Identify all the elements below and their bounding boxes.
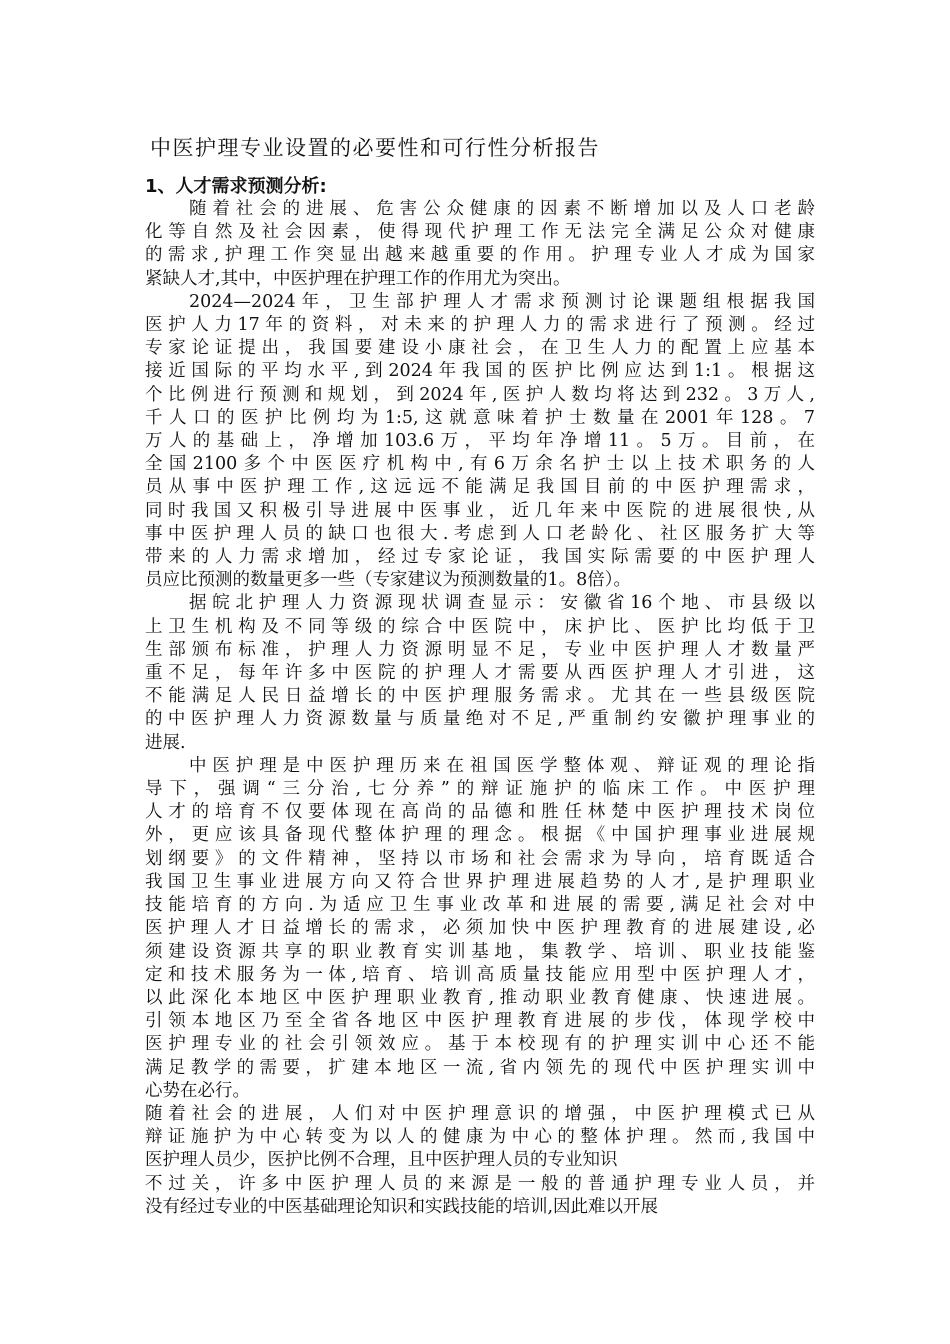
text-line: 员从事中医护理工作,这远远不能满足我国目前的中医护理需求， [145,477,815,498]
paragraph [145,198,815,291]
text-line: 进展. [145,732,186,753]
text-line: 满足教学的需要，扩建本地区一流,省内领先的现代中医护理实训中 [145,1057,815,1078]
text-line: 个比例进行预测和规划，到2024年,医护人数均将达到232。3万人, [145,384,815,405]
text-line: 以此深化本地区中医护理职业教育,推动职业教育健康、快速进展。 [145,987,815,1008]
text-line: 2024—2024年，卫生部护理人才需求预测讨论课题组根据我国 [189,291,815,312]
paragraph [145,1103,815,1219]
text-line: 的需求,护理工作突显出越来越重要的作用。护理专业人才成为国家 [145,245,815,266]
text-line: 医护人力17年的资料，对未来的护理人力的需求进行了预测。经过 [145,315,815,336]
paragraph [145,291,815,593]
text-line: 带来的人力需求增加，经过专家论证，我国实际需要的中医护理人 [145,547,815,568]
text-line: 定和技术服务为一体,培育、培训高质量技能应用型中医护理人才， [145,964,815,985]
text-line: 生部颁布标准，护理人力资源明显不足，专业中医护理人才数量严 [145,639,815,660]
text-line: 外，更应该具备现代整体护理的理念。根据《中国护理事业进展规 [145,825,815,846]
text-line: 上卫生机构及不同等级的综合中医院中，床护比、医护比均低于卫 [145,616,815,637]
text-line: 专家论证提出，我国要建设小康社会，在卫生人力的配置上应基本 [145,338,815,359]
text-line: 我国卫生事业进展方向又符合世界护理进展趋势的人才,是护理职业 [145,871,815,892]
text-line: 的中医护理人力资源数量与质量绝对不足,严重制约安徽护理事业的 [145,709,815,730]
text-line: 没有经过专业的中医基础理论知识和实践技能的培训,因此难以开展 [145,1196,659,1217]
text-line: 医护理人才日益增长的需求，必须加快中医护理教育的进展建设,必 [145,918,815,939]
text-line: 不过关，许多中医护理人员的来源是一般的普通护理专业人员，并 [145,1173,815,1194]
text-line: 辩证施护为中心转变为以人的健康为中心的整体护理。然而,我国中 [145,1127,815,1148]
document-title: 中医护理专业设置的必要性和可行性分析报告 [150,136,600,160]
section-heading: 1、人才需求预测分析: [145,176,327,197]
text-line: 化等自然及社会因素，使得现代护理工作无法完全满足公众对健康 [145,222,815,243]
text-line: 引领本地区乃至全省各地区中医护理教育进展的步伐，体现学校中 [145,1011,815,1032]
text-line: 事中医护理人员的缺口也很大.考虑到人口老龄化、社区服务扩大等 [145,523,815,544]
text-line: 不能满足人民日益增长的中医护理服务需求。尤其在一些县级医院 [145,686,815,707]
text-line: 重不足，每年许多中医院的护理人才需要从西医护理人才引进，这 [145,663,815,684]
text-line: 全国2100多个中医医疗机构中,有6万余名护士以上技术职务的人 [145,454,815,475]
text-line: 随着社会的进展、危害公众健康的因素不断增加以及人口老龄 [189,199,815,219]
text-line: 技能培育的方向.为适应卫生事业改革和进展的需要,满足社会对中 [145,895,815,916]
text-line: 同时我国又积极引导进展中医事业，近几年来中医院的进展很快,从 [145,500,815,521]
document-body [145,198,815,1219]
text-line: 医护理专业的社会引领效应。基于本校现有的护理实训中心还不能 [145,1034,815,1055]
text-line: 据皖北护理人力资源现状调查显示：安徽省16个地、市县级以 [189,593,815,614]
text-line: 随着社会的进展，人们对中医护理意识的增强，中医护理模式已从 [145,1103,815,1124]
text-line: 人才的培育不仅要体现在高尚的品德和胜任林楚中医护理技术岗位 [145,802,815,823]
text-line: 导下，强调“三分治,七分养”的辩证施护的临床工作。中医护理 [145,779,815,800]
paragraph [145,755,815,1103]
text-line: 紧缺人才,其中，中医护理在护理工作的作用尤为突出。 [145,268,571,289]
text-line: 千人口的医护比例均为1:5,这就意味着护士数量在2001年128。7 [145,407,815,428]
text-line: 医护理人员少，医护比例不合理，且中医护理人员的专业知识 [145,1150,618,1171]
paragraph [145,592,815,754]
text-line: 心势在必行。 [145,1080,250,1101]
text-line: 划纲要》的文件精神，坚持以市场和社会需求为导向，培育既适合 [145,848,815,869]
text-line: 接近国际的平均水平,到2024年我国的医护比例应达到1:1。根据这 [145,361,815,382]
text-line: 须建设资源共享的职业教育实训基地，集教学、培训、职业技能鉴 [145,941,815,962]
text-line: 中医护理是中医护理历来在祖国医学整体观、辩证观的理论指 [189,755,815,776]
text-line: 万人的基础上，净增加103.6万，平均年净增11。5万。目前，在 [145,431,815,452]
text-line: 员应比预测的数量更多一些（专家建议为预测数量的1。8倍）。 [145,570,632,591]
